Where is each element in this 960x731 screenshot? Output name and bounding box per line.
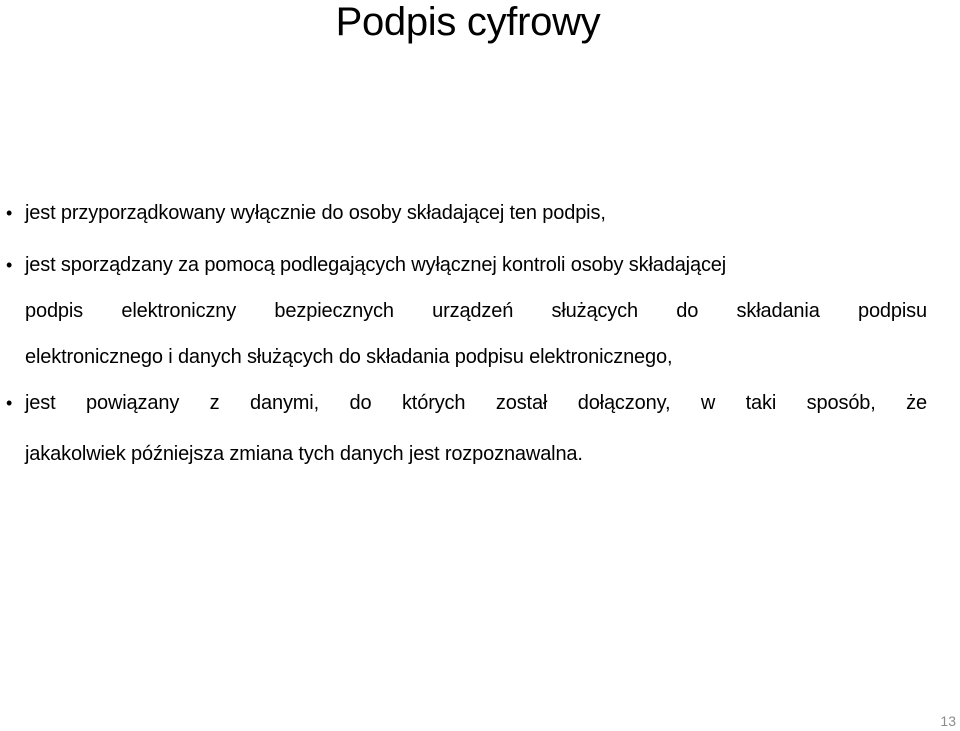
bullet-item xyxy=(0,386,960,471)
bullet-text-line: podpis elektroniczny bezpiecznych urządzeń służących do składania podpisu xyxy=(25,300,927,322)
bullet-text-line: jest przyporządkowany wyłącznie do osoby składającej ten podpis, xyxy=(25,202,606,224)
slide-title: Podpis cyfrowy xyxy=(335,0,601,44)
bullet-list xyxy=(0,196,960,471)
bullet-text-line: jest powiązany z danymi, do których został dołączony, w taki sposób, że xyxy=(25,392,927,414)
bullet-text-line: jakakolwiek późniejsza zmiana tych danych jest rozpoznawalna. xyxy=(25,443,583,465)
bullet-text-line: elektronicznego i danych służących do składania podpisu elektronicznego, xyxy=(25,346,673,368)
bullet-item xyxy=(0,248,960,374)
bullet-item xyxy=(0,196,960,230)
bullet-text-line: jest sporządzany za pomocą podlegających wyłącznej kontroli osoby składającej xyxy=(25,254,727,276)
bullet-icon: • xyxy=(6,203,13,223)
bullet-icon: • xyxy=(6,255,13,275)
page-number: 13 xyxy=(940,713,956,729)
bullet-icon: • xyxy=(6,393,13,413)
